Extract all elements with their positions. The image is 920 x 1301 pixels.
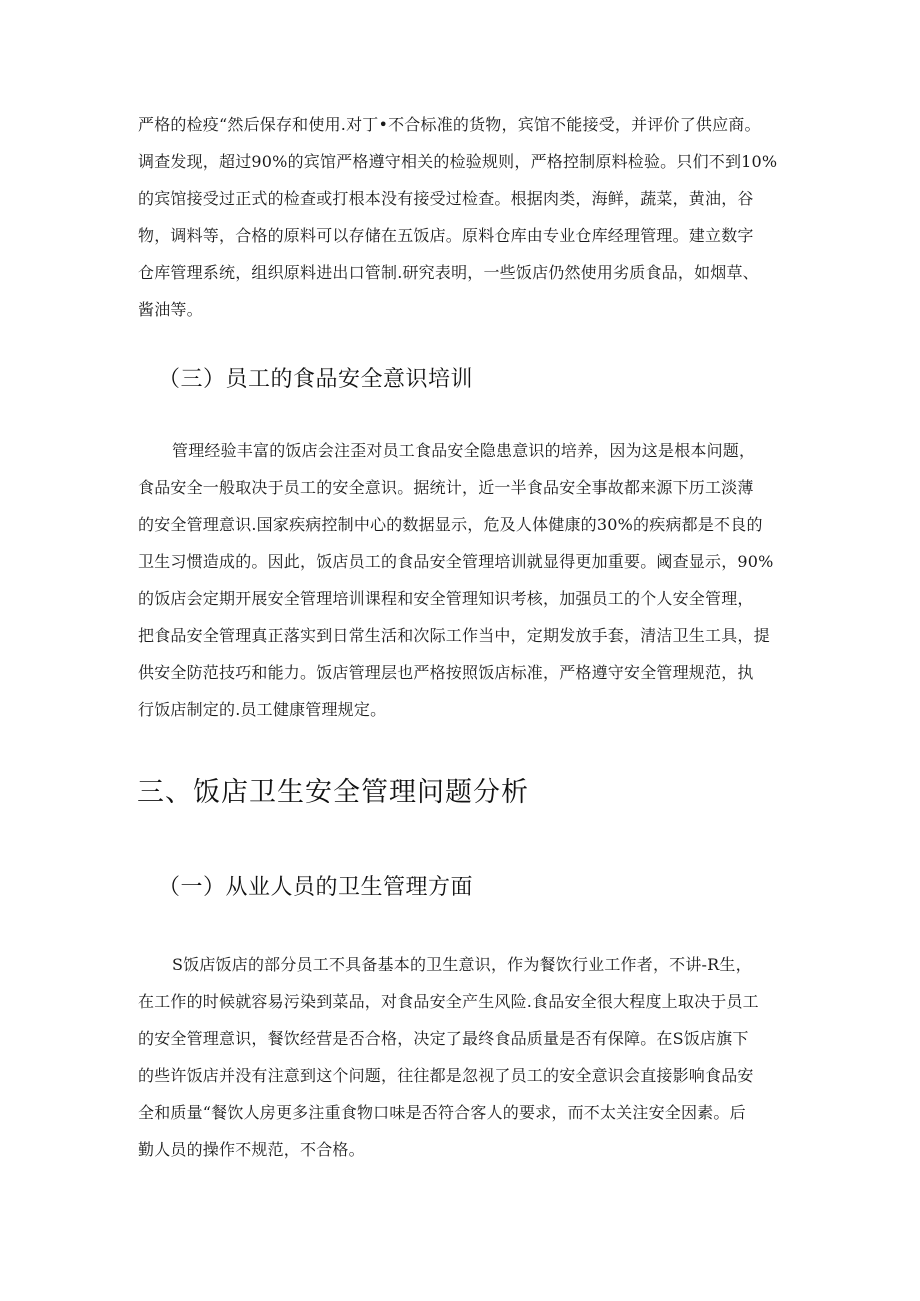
- text-line: 调查发现，超过90%的宾馆严格遵守相关的检验规则，严格控制原料检验。只们不到10%: [138, 152, 778, 171]
- chapter-heading-hygiene-analysis: 三、饭店卫生安全管理问题分析: [137, 777, 529, 808]
- text-line: S饭店饭店的部分员工不具备基本的卫生意识，作为餐饮行业工作者，不讲-R生，: [172, 955, 752, 974]
- text-line: 仓库管理系统，组织原料进出口管制.研究表明，一些饭店仍然使用劣质食品，如烟草、: [138, 263, 759, 282]
- text-line: 食品安全一般取决于员工的安全意识。据统计，近一半食品安全事故都来源下历工淡薄: [138, 478, 754, 497]
- section-heading-staff-training: （三）员工的食品安全意识培训: [158, 367, 474, 392]
- text-line: 全和质量“餐饮人房更多注重食物口味是否符合客人的要求，而不太关注安全因素。后: [138, 1103, 746, 1122]
- text-line: 的安全管理意识.国家疾病控制中心的数据显示，危及人体健康的30%的疾病都是不良的: [138, 515, 763, 534]
- section-heading-staff-hygiene: （一）从业人员的卫生管理方面: [158, 875, 474, 900]
- text-line: 物，调料等，合格的原料可以存储在五饭店。原料仓库由专业仓库经理管理。建立数字: [138, 226, 754, 245]
- paragraph-raw-material-inspection: [138, 106, 786, 328]
- text-line: 把食品安全管理真正落实到日常生活和次际工作当中，定期发放手套，清洁卫生工具，提: [138, 626, 770, 645]
- text-line: 的些许饭店并没有注意到这个问题，往往都是忽视了员工的安全意识会直接影响食品安: [138, 1066, 754, 1085]
- text-line: 供安全防范技巧和能力。饭店管理层也严格按照饭店标准，严格遵守安全管理规范，执: [138, 663, 754, 682]
- text-line: 勤人员的操作不规范，不合格。: [138, 1140, 365, 1159]
- text-line: 的宾馆接受过正式的检查或打根本没有接受过检查。根据肉类，海鲜，蔬菜，黄油，谷: [138, 189, 754, 208]
- text-line: 管理经验丰富的饭店会注歪对员工食品安全隐患意识的培养，因为这是根本问题，: [172, 441, 756, 460]
- paragraph-staff-training: [138, 432, 786, 728]
- paragraph-staff-hygiene: [138, 946, 786, 1168]
- text-line: 行饭店制定的.员工健康管理规定。: [138, 700, 387, 719]
- text-line: 酱油等。: [138, 300, 203, 319]
- text-line: 在工作的时候就容易污染到菜品，对食品安全产生风险.食品安全很大程度上取决于员工: [138, 992, 759, 1011]
- text-line: 的安全管理意识，餐饮经营是否合格，决定了最终食品质量是否有保障。在S饭店旗下: [138, 1029, 749, 1048]
- text-line: 的饭店会定期开展安全管理培训课程和安全管理知识考核，加强员工的个人安全管理，: [138, 589, 754, 608]
- text-line: 卫生习惯造成的。因此，饭店员工的食品安全管理培训就显得更加重要。阈查显示，90%: [138, 552, 774, 571]
- text-line: 严格的检疫“然后保存和使用.对丁•不合标准的货物，宾馆不能接受，并评价了供应商。: [138, 115, 761, 134]
